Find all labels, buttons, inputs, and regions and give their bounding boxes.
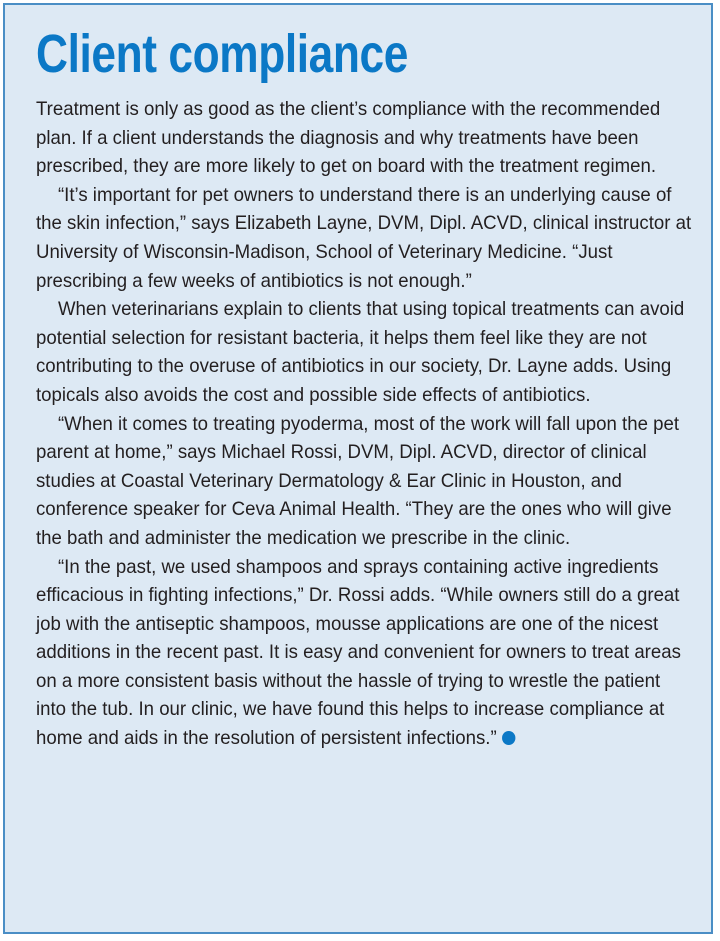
sidebar-title: Client compliance <box>36 24 408 84</box>
client-compliance-sidebar <box>3 3 713 934</box>
paragraph-5 <box>36 553 695 753</box>
paragraph-1: Treatment is only as good as the client’s compliance with the recommended plan. If a client understands the diagnosis and why treatments have been prescribed, they are more likely to get on board with the treatment regimen. <box>36 98 661 178</box>
paragraph-5-text: “In the past, we used shampoos and sprays containing active ingredients efficacious in fighting infections,” Dr. Rossi adds. “While owners still do a great job with the antiseptic shampoos, mousse applications are one of the nicest additions in the recent past. It is easy and convenient for owners to treat areas on a more consistent basis without the hassle of trying to wrestle the patient into the tub. In our clinic, we have found this helps to increase compliance at home and aids in the resolution of persistent infections.” <box>36 555 681 750</box>
end-of-article-dot-icon <box>502 731 515 745</box>
paragraph-2: “It’s important for pet owners to understand there is an underlying cause of the skin infection,” says Elizabeth Layne, DVM, Dipl. ACVD, clinical instructor at University of Wisconsin-Madison, School of Veterinary Medicine. “Just prescribing a few weeks of antibiotics is not enough.” <box>36 183 692 292</box>
sidebar-body <box>36 95 695 753</box>
paragraph-3: When veterinarians explain to clients that using topical treatments can avoid potential selection for resistant bacteria, it helps them feel like they are not contributing to the overuse of antibiotics in our society, Dr. Layne adds. Using topicals also avoids the cost and possible side effects of antibiotics. <box>36 298 685 406</box>
paragraph-4: “When it comes to treating pyoderma, most of the work will fall upon the pet parent at home,” says Michael Rossi, DVM, Dipl. ACVD, director of clinical studies at Coastal Veterinary Dermatology & Ear Clinic in Houston, and conference speaker for Ceva Animal Health. “They are the ones who will give the bath and administer the medication we prescribe in the clinic. <box>36 412 680 549</box>
